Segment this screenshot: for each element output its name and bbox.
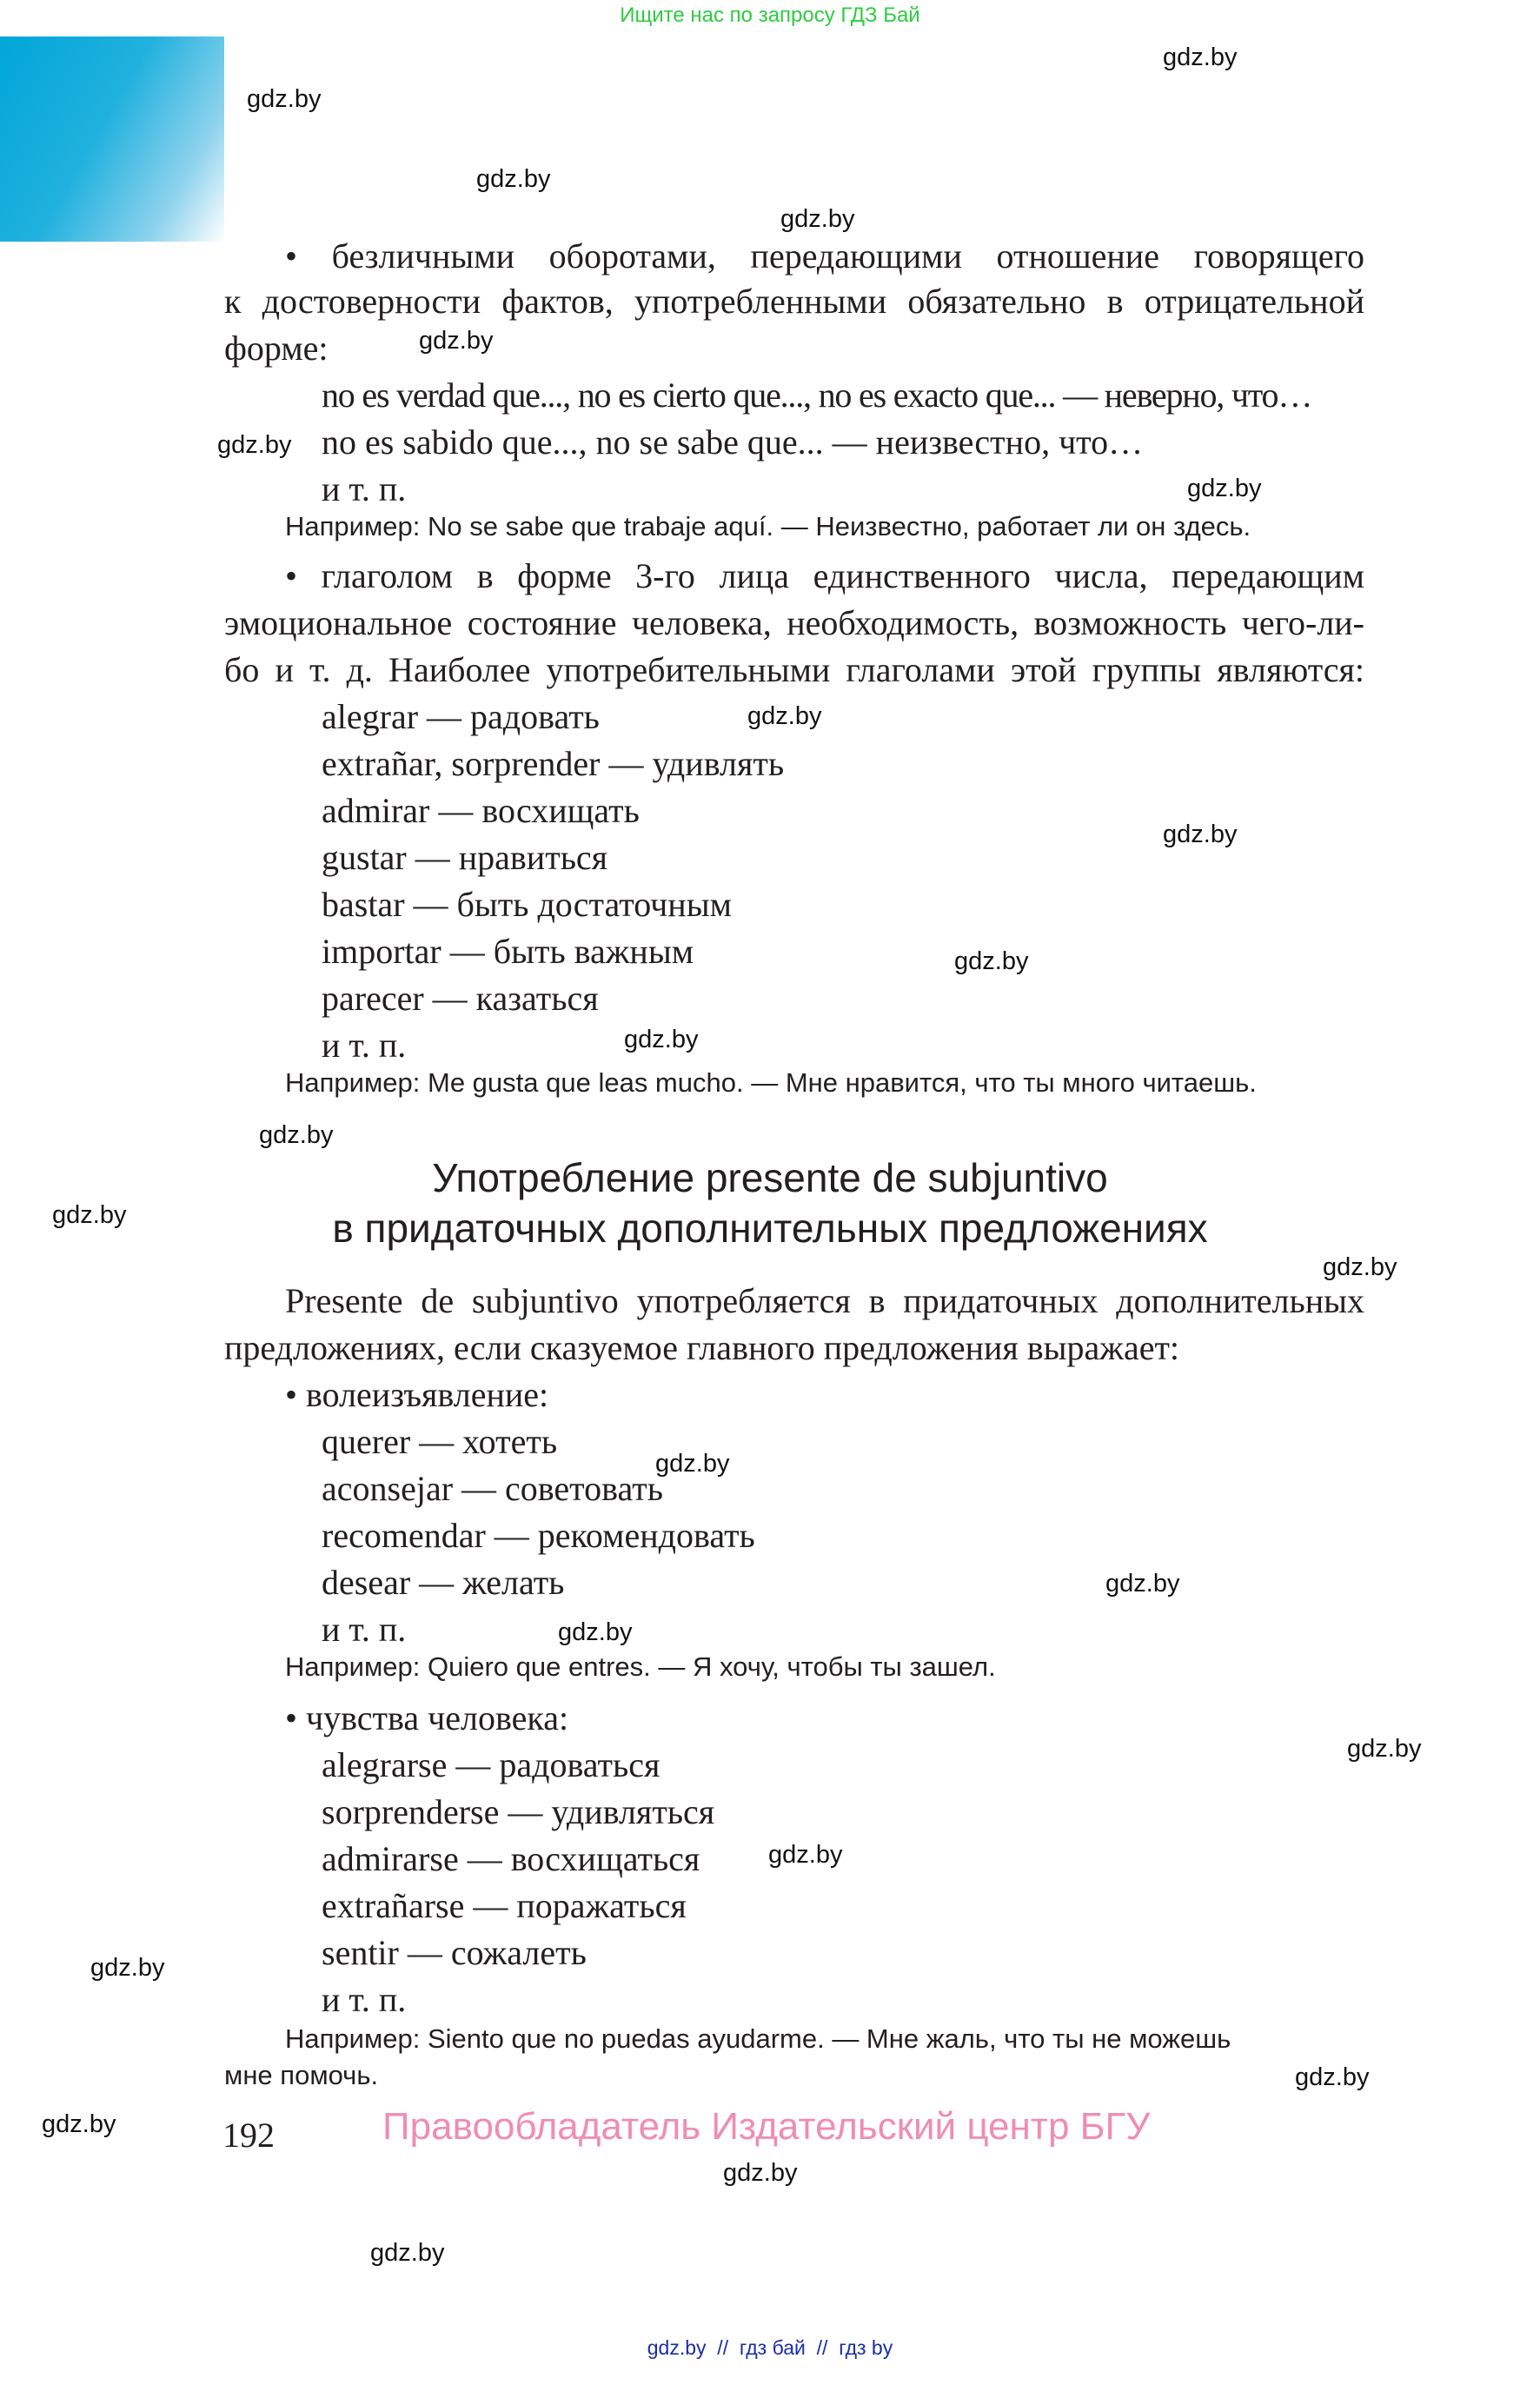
page-number: 192 (222, 2116, 275, 2155)
example-sentence: Например: No se sabe que trabaje aquí. — Неизвестно, работает ли он здесь. (285, 511, 1251, 541)
watermark: gdz.by (370, 2239, 445, 2267)
verb-item: и т. п. (322, 1026, 407, 1065)
section2-line-1: • глаголом в форме 3-го лица единственного числа, передающим (285, 556, 1364, 595)
group-title-will: • волеизъявление: (285, 1375, 549, 1414)
watermark: gdz.by (90, 1954, 165, 1982)
section1-line-2: к достоверности фактов, употребленными обязательно в отрицательной (224, 282, 1364, 321)
phrase-item: no es verdad que..., no es cierto que..., no es exacto que... — неверно, что… (322, 375, 1312, 415)
verb-item: alegrarse — радоваться (322, 1745, 660, 1784)
verb-item: aconsejar — советовать (322, 1469, 663, 1508)
watermark: gdz.by (247, 85, 322, 113)
verb-item: extrañarse — поражаться (322, 1886, 687, 1925)
verb-item: alegrar — радовать (322, 697, 600, 736)
verb-item: sentir — сожалеть (322, 1933, 587, 1972)
verb-item: bastar — быть достаточным (322, 885, 732, 924)
verb-item: querer — хотеть (322, 1422, 558, 1461)
section-heading-line-2: в придаточных дополнительных предложениях (332, 1206, 1208, 1251)
watermark: gdz.by (558, 1618, 633, 1646)
example-sentence: Например: Siento que no puedas ayudarme. — Мне жаль, что ты не можешь (285, 2023, 1231, 2054)
example-sentence-continued: мне помочь. (224, 2060, 379, 2090)
example-sentence: Например: Me gusta que leas mucho. — Мне нравится, что ты много читаешь. (285, 1067, 1257, 1098)
watermark: gdz.by (217, 431, 292, 459)
watermark: gdz.by (768, 1841, 843, 1869)
verb-item: parecer — казаться (322, 979, 599, 1018)
watermark: gdz.by (1105, 1570, 1180, 1598)
section2-line-2: эмоциональное состояние человека, необходимость, возможность чего-ли- (224, 603, 1364, 642)
section-heading-line-1: Употребление presente de subjuntivo (432, 1155, 1108, 1200)
phrase-item: no es sabido que..., no se sabe que... — неизвестно, что… (322, 422, 1144, 462)
corner-decoration (0, 37, 224, 242)
watermark: gdz.by (1163, 820, 1238, 848)
verb-item: desear — желать (322, 1563, 565, 1602)
verb-item: extrañar, sorprender — удивлять (322, 744, 785, 783)
verb-item: и т. п. (322, 1610, 407, 1649)
watermark: gdz.by (747, 702, 822, 730)
group-title-feelings: • чувства человека: (285, 1698, 569, 1737)
watermark: gdz.by (259, 1121, 334, 1149)
footer-links[interactable]: gdz.by // гдз бай // гдз by (647, 2336, 893, 2359)
verb-item: admirarse — восхищаться (322, 1839, 700, 1878)
watermark: gdz.by (1187, 475, 1262, 502)
section2-line-3: бо и т. д. Наиболее употребительными глаголами этой группы являются: (224, 650, 1364, 689)
verb-item: gustar — нравиться (322, 838, 608, 877)
verb-item: recomendar — рекомендовать (322, 1516, 755, 1555)
watermark: gdz.by (1163, 43, 1238, 71)
watermark: gdz.by (655, 1450, 730, 1478)
intro-line-2: предложениях, если сказуемое главного предложения выражает: (224, 1328, 1180, 1367)
watermark: gdz.by (1295, 2063, 1370, 2091)
watermark: gdz.by (1323, 1253, 1397, 1281)
verb-item: admirar — восхищать (322, 791, 640, 830)
watermark: gdz.by (624, 1026, 699, 1053)
watermark: gdz.by (42, 2110, 116, 2138)
section1-line-3: форме: (224, 329, 329, 368)
example-sentence: Например: Quiero que entres. — Я хочу, чтобы ты зашел. (285, 1651, 996, 1682)
verb-item: и т. п. (322, 1980, 407, 2019)
copyright-notice: Правообладатель Издательский центр БГУ (382, 2105, 1151, 2148)
watermark: gdz.by (954, 947, 1029, 975)
verb-item: sorprenderse — удивляться (322, 1792, 715, 1831)
watermark: gdz.by (419, 327, 494, 355)
watermark: gdz.by (723, 2159, 798, 2187)
intro-line-1: Presente de subjuntivo употребляется в придаточных дополнительных (285, 1281, 1364, 1320)
watermark: gdz.by (1347, 1735, 1422, 1763)
verb-item: importar — быть важным (322, 932, 694, 971)
phrase-item: и т. п. (322, 469, 407, 508)
watermark: gdz.by (476, 165, 551, 193)
top-banner[interactable]: Ищите нас по запросу ГДЗ Бай (620, 3, 920, 27)
watermark: gdz.by (52, 1201, 127, 1229)
section1-line-1: • безличными оборотами, передающими отношение говорящего (285, 236, 1364, 276)
watermark: gdz.by (780, 205, 855, 233)
